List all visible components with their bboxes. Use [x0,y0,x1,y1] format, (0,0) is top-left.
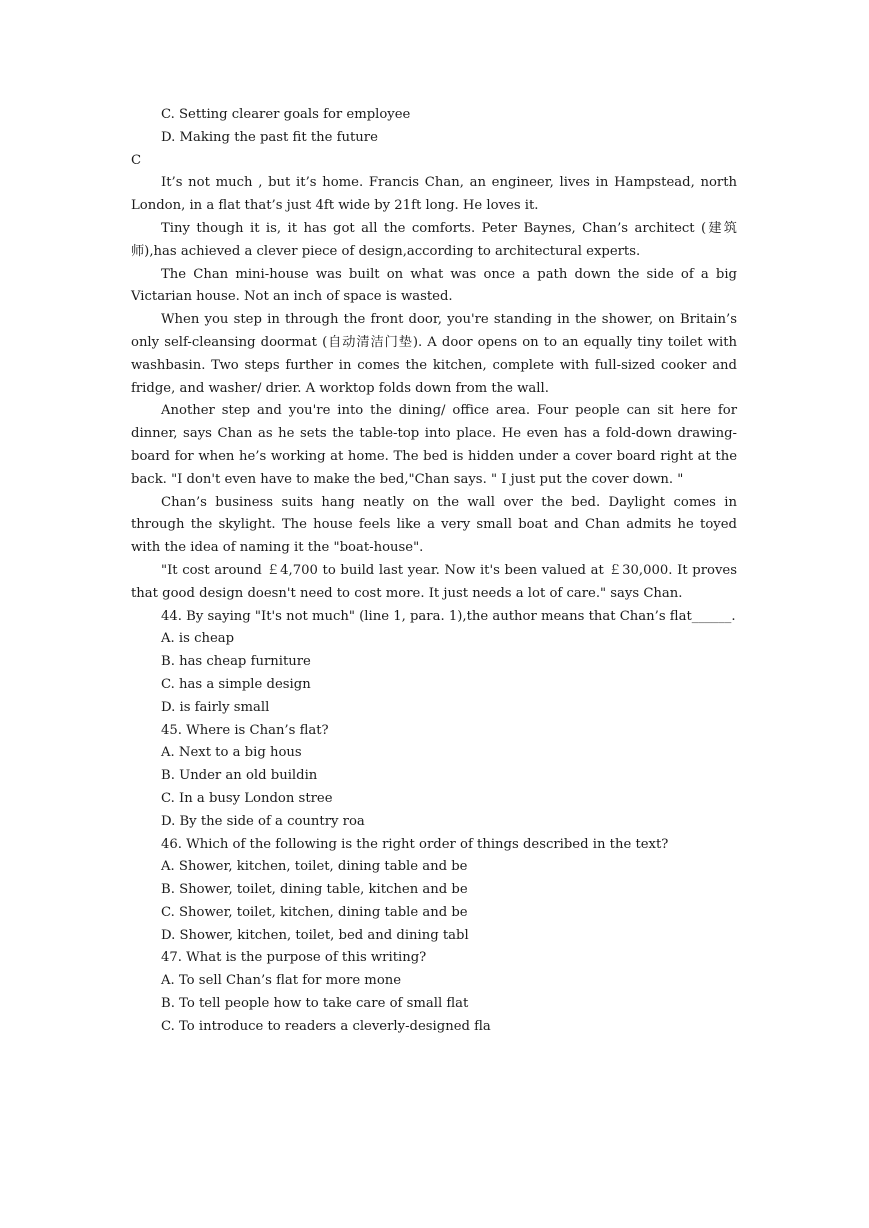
question-47-stem: 47. What is the purpose of this writing? [161,950,427,966]
document-page [131,104,737,1039]
question-44-stem: 44. By saying "It's not much" (line 1, para. 1),the author means that Chan’s flat______. [161,608,736,624]
question-46-option-d: D. Shower, kitchen, toilet, bed and dining tabl [161,927,469,943]
question-44-option-d: D. is fairly small [161,699,270,715]
question-44-option-a: A. is cheap [161,631,235,647]
question-47-option-a: A. To sell Chan’s flat for more mone [161,973,402,989]
question-46-option-c: C. Shower, toilet, kitchen, dining table and be [161,904,468,920]
question-46-stem: 46. Which of the following is the right order of things described in the text? [161,836,669,852]
passage-paragraph-2: Tiny though it is, it has got all the comforts. Peter Baynes, Chan’s architect (建筑师),has achieved a clever piece of design,according to architectural experts. [131,220,737,259]
passage-paragraph-4: When you step in through the front door, you're standing in the shower, on Britain’s only self-cleansing doormat (自动清洁门垫). A door opens on to an equally tiny toilet with washbasin. Two steps further in comes the kitchen, complete with full-sized cooker and fridge, and washer/ drier. A worktop folds down from the wall. [131,312,737,396]
question-46-option-b: B. Shower, toilet, dining table, kitchen and be [161,882,468,898]
passage-paragraph-7: "It cost around ￡4,700 to build last year. Now it's been valued at ￡30,000. It proves that good design doesn't need to cost more. It just needs a lot of care." says Chan. [131,562,737,601]
passage-paragraph-6: Chan’s business suits hang neatly on the wall over the bed. Daylight comes in through the skylight. The house feels like a very small boat and Chan admits he toyed with the idea of naming it the "boat-house". [131,494,737,556]
passage-paragraph-1: It’s not much , but it’s home. Francis Chan, an engineer, lives in Hampstead, north London, in a flat that’s just 4ft wide by 21ft long. He loves it. [131,175,737,214]
prev-option-c: C. Setting clearer goals for employee [161,107,411,122]
question-45-option-b: B. Under an old buildin [161,768,318,784]
question-44-option-c: C. has a simple design [161,676,311,692]
question-44-option-b: B. has cheap furniture [161,654,311,670]
question-47-option-c: C. To introduce to readers a cleverly-designed fla [161,1018,491,1034]
question-46-option-a: A. Shower, kitchen, toilet, dining table and be [161,859,468,875]
prev-option-d: D. Making the past fit the future [161,129,378,145]
passage-paragraph-3: The Chan mini-house was built on what was once a path down the side of a big Victarian house. Not an inch of space is wasted. [131,266,737,305]
passage-paragraph-5: Another step and you're into the dining/ office area. Four people can sit here for dinner, says Chan as he sets the table-top into place. He even has a fold-down drawing-board for when he’s working at home. The bed is hidden under a cover board right at the back. "I don't even have to make the bed,"Chan says. " I just put the cover down. " [131,403,737,487]
question-45-stem: 45. Where is Chan’s flat? [161,722,329,738]
question-45-option-d: D. By the side of a country roa [161,813,365,829]
question-45-option-c: C. In a busy London stree [161,790,333,806]
section-label: C [131,152,142,168]
question-45-option-a: A. Next to a big hous [161,745,302,761]
question-47-option-b: B. To tell people how to take care of small flat [161,996,469,1012]
